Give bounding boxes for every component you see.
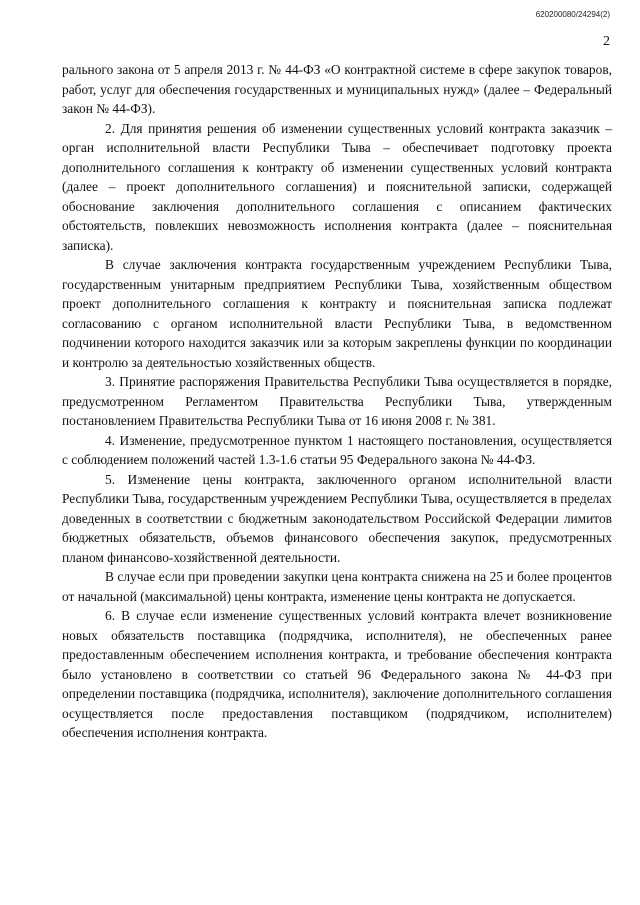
paragraph-item-6: 6. В случае если изменение существенных условий контракта влечет возникновение новых обязательств поставщика (подрядчика, исполнителя), не обеспеченных ранее предоставленным обеспечением исполнения контракта, и требование обеспечения контракта было установлено в соответствии со статьей 96 Федерального закона № 44-ФЗ при определении поставщика (подрядчика, исполнителя), заключение дополнительного соглашения осуществляется после предоставления поставщиком (подрядчиком, исполнителем) обеспечения исполнения контракта. [62, 608, 612, 740]
document-body [62, 60, 612, 743]
page-number: 2 [603, 34, 610, 49]
paragraph-item-5-note: В случае если при проведении закупки цена контракта снижена на 25 и более процентов от начальной (максимальной) цены контракта, изменение цены контракта не допускается. [62, 569, 612, 604]
paragraph-item-3: 3. Принятие распоряжения Правительства Республики Тыва осуществляется в порядке, предусмотренном Регламентом Правительства Республики Тыва, утвержденным постановлением Правительства Республики Тыва от 16 июня 2008 г. № 381. [62, 374, 612, 428]
paragraph-continuation: рального закона от 5 апреля 2013 г. № 44-ФЗ «О контрактной системе в сфере закупок товаров, работ, услуг для обеспечения государственных и муниципальных нужд» (далее – Федеральный закон № 44-ФЗ). [62, 62, 612, 116]
document-id: 620200080/24294(2) [535, 10, 610, 19]
paragraph-item-2-note: В случае заключения контракта государственным учреждением Республики Тыва, государственным унитарным предприятием Республики Тыва, хозяйственным обществом проект дополнительного соглашения к контракту и пояснительная записка подлежат согласованию с органом исполнительной власти Республики Тыва, в ведомственном подчинении которого находится заказчик или за которым закреплены функции по координации и контролю за деятельностью хозяйственных обществ. [62, 257, 612, 370]
paragraph-item-4: 4. Изменение, предусмотренное пунктом 1 настоящего постановления, осуществляется с соблюдением положений частей 1.3-1.6 статьи 95 Федерального закона № 44-ФЗ. [62, 432, 612, 467]
paragraph-item-2: 2. Для принятия решения об изменении существенных условий контракта заказчик – орган исполнительной власти Республики Тыва – обеспечивает подготовку проекта дополнительного соглашения к контракту об изменении существенных условий контракта (далее – проект дополнительного соглашения) и пояснительной записки, содержащей обоснование заключения дополнительного соглашения с описанием фактических обстоятельств, повлекших невозможность исполнения контракта (далее – пояснительная записка). [62, 120, 612, 253]
paragraph-item-5: 5. Изменение цены контракта, заключенного органом исполнительной власти Республики Тыва, государственным учреждением Республики Тыва, осуществляется в пределах доведенных в соответствии с бюджетным законодательством Российской Федерации лимитов бюджетных обязательств, объемов финансового обеспечения закупок, предусмотренных планом финансово-хозяйственной деятельности. [62, 471, 612, 565]
